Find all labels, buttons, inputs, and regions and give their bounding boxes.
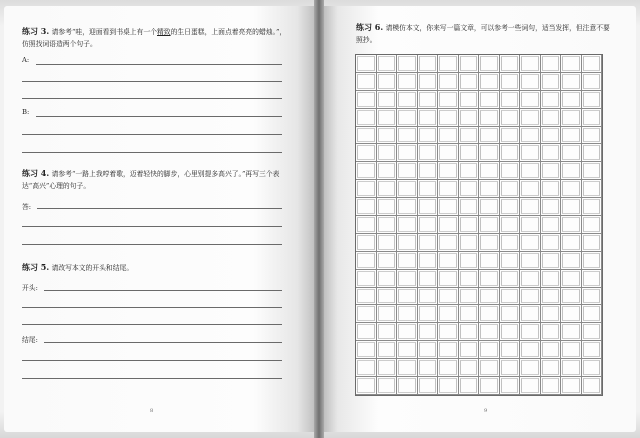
grid-cell[interactable] bbox=[500, 216, 521, 234]
grid-cell[interactable] bbox=[479, 55, 500, 73]
grid-cell[interactable] bbox=[561, 127, 582, 145]
grid-cell[interactable] bbox=[541, 359, 562, 377]
opening-line-3[interactable] bbox=[22, 324, 282, 325]
grid-cell[interactable] bbox=[479, 341, 500, 359]
exercise-3-text-after: 的生日蛋糕，上面点着亮亮的蜡烛。”，仿照找词语造两个句子。 bbox=[22, 28, 287, 48]
grid-cell[interactable] bbox=[438, 162, 459, 180]
ending-line-2[interactable] bbox=[22, 360, 282, 361]
grid-cell[interactable] bbox=[500, 73, 521, 91]
grid-cell[interactable] bbox=[377, 91, 398, 109]
exercise-5-prompt bbox=[22, 262, 284, 274]
grid-cell[interactable] bbox=[377, 216, 398, 234]
grid-cell[interactable] bbox=[541, 91, 562, 109]
grid-cell[interactable] bbox=[356, 144, 377, 162]
grid-cell[interactable] bbox=[438, 359, 459, 377]
grid-cell[interactable] bbox=[500, 91, 521, 109]
grid-cell[interactable] bbox=[377, 234, 398, 252]
grid-cell[interactable] bbox=[418, 109, 439, 127]
grid-cell[interactable] bbox=[582, 216, 603, 234]
grid-cell[interactable] bbox=[397, 305, 418, 323]
grid-cell[interactable] bbox=[582, 144, 603, 162]
grid-cell[interactable] bbox=[459, 252, 480, 270]
grid-cell[interactable] bbox=[582, 323, 603, 341]
exercise-3-text-before: 请参考“哇，迎面看到书桌上有一个 bbox=[51, 28, 157, 36]
grid-cell[interactable] bbox=[438, 323, 459, 341]
grid-cell[interactable] bbox=[377, 109, 398, 127]
grid-cell[interactable] bbox=[397, 180, 418, 198]
grid-cell[interactable] bbox=[459, 180, 480, 198]
grid-cell[interactable] bbox=[561, 73, 582, 91]
grid-cell[interactable] bbox=[561, 252, 582, 270]
grid-cell[interactable] bbox=[479, 359, 500, 377]
grid-cell[interactable] bbox=[377, 198, 398, 216]
exercise-3-label: 练习 3. bbox=[22, 26, 50, 36]
grid-cell[interactable] bbox=[520, 323, 541, 341]
grid-cell[interactable] bbox=[500, 144, 521, 162]
grid-cell[interactable] bbox=[397, 198, 418, 216]
grid-cell[interactable] bbox=[520, 127, 541, 145]
grid-cell[interactable] bbox=[377, 180, 398, 198]
grid-cell[interactable] bbox=[438, 270, 459, 288]
grid-cell[interactable] bbox=[561, 55, 582, 73]
grid-cell[interactable] bbox=[418, 127, 439, 145]
grid-cell[interactable] bbox=[356, 288, 377, 306]
grid-cell[interactable] bbox=[356, 234, 377, 252]
grid-cell[interactable] bbox=[397, 234, 418, 252]
grid-cell[interactable] bbox=[582, 91, 603, 109]
grid-cell[interactable] bbox=[541, 109, 562, 127]
grid-cell[interactable] bbox=[356, 127, 377, 145]
grid-cell[interactable] bbox=[418, 73, 439, 91]
grid-cell[interactable] bbox=[500, 288, 521, 306]
grid-cell[interactable] bbox=[582, 73, 603, 91]
grid-cell[interactable] bbox=[541, 234, 562, 252]
grid-cell[interactable] bbox=[541, 198, 562, 216]
grid-cell[interactable] bbox=[459, 341, 480, 359]
answer-a-line-3[interactable] bbox=[22, 98, 282, 99]
grid-cell[interactable] bbox=[582, 377, 603, 395]
grid-cell[interactable] bbox=[397, 127, 418, 145]
grid-cell[interactable] bbox=[356, 341, 377, 359]
grid-cell[interactable] bbox=[397, 359, 418, 377]
answer-b-line-1[interactable] bbox=[36, 116, 282, 117]
grid-cell[interactable] bbox=[377, 323, 398, 341]
grid-cell[interactable] bbox=[479, 270, 500, 288]
grid-cell[interactable] bbox=[459, 216, 480, 234]
grid-cell[interactable] bbox=[520, 252, 541, 270]
grid-cell[interactable] bbox=[377, 270, 398, 288]
grid-cell[interactable] bbox=[520, 341, 541, 359]
grid-cell[interactable] bbox=[356, 377, 377, 395]
grid-cell[interactable] bbox=[418, 288, 439, 306]
grid-cell[interactable] bbox=[438, 198, 459, 216]
grid-cell[interactable] bbox=[561, 144, 582, 162]
grid-cell[interactable] bbox=[459, 127, 480, 145]
ending-line-1[interactable] bbox=[44, 342, 282, 343]
grid-cell[interactable] bbox=[377, 341, 398, 359]
right-page-number: 9 bbox=[484, 408, 488, 414]
grid-cell[interactable] bbox=[459, 377, 480, 395]
exercise-6-text: 请模仿本文，你来写一篇文章，可以参考一些词句，适当发挥，但注意不要照抄。 bbox=[356, 24, 610, 44]
grid-cell[interactable] bbox=[541, 144, 562, 162]
grid-cell[interactable] bbox=[541, 270, 562, 288]
grid-cell[interactable] bbox=[582, 252, 603, 270]
grid-cell[interactable] bbox=[520, 180, 541, 198]
grid-cell[interactable] bbox=[438, 73, 459, 91]
grid-cell[interactable] bbox=[418, 323, 439, 341]
grid-cell[interactable] bbox=[520, 234, 541, 252]
answer-a-line-2[interactable] bbox=[22, 81, 282, 82]
grid-cell[interactable] bbox=[500, 377, 521, 395]
ending-label: 结尾: bbox=[22, 336, 38, 344]
grid-cell[interactable] bbox=[582, 198, 603, 216]
grid-cell[interactable] bbox=[561, 305, 582, 323]
grid-cell[interactable] bbox=[561, 323, 582, 341]
grid-cell[interactable] bbox=[397, 270, 418, 288]
grid-cell[interactable] bbox=[582, 234, 603, 252]
grid-cell[interactable] bbox=[377, 73, 398, 91]
grid-cell[interactable] bbox=[459, 305, 480, 323]
grid-cell[interactable] bbox=[500, 180, 521, 198]
exercise-6-label: 练习 6. bbox=[356, 22, 384, 32]
grid-cell[interactable] bbox=[459, 288, 480, 306]
grid-cell[interactable] bbox=[520, 198, 541, 216]
grid-cell[interactable] bbox=[582, 109, 603, 127]
grid-cell[interactable] bbox=[479, 377, 500, 395]
grid-cell[interactable] bbox=[541, 252, 562, 270]
grid-cell[interactable] bbox=[459, 91, 480, 109]
grid-cell[interactable] bbox=[520, 359, 541, 377]
grid-cell[interactable] bbox=[479, 198, 500, 216]
grid-cell[interactable] bbox=[418, 144, 439, 162]
grid-cell[interactable] bbox=[561, 91, 582, 109]
exercise-5-text: 请改写本文的开头和结尾。 bbox=[51, 264, 134, 272]
grid-cell[interactable] bbox=[459, 270, 480, 288]
grid-cell[interactable] bbox=[438, 109, 459, 127]
answer-a-label: A: bbox=[22, 56, 30, 64]
grid-cell[interactable] bbox=[459, 359, 480, 377]
answer-b-line-2[interactable] bbox=[22, 134, 282, 135]
grid-cell[interactable] bbox=[520, 73, 541, 91]
exercise-4-prompt bbox=[22, 168, 284, 192]
grid-cell[interactable] bbox=[438, 341, 459, 359]
grid-cell[interactable] bbox=[459, 109, 480, 127]
grid-cell[interactable] bbox=[438, 216, 459, 234]
exercise-4-line-3[interactable] bbox=[22, 244, 282, 245]
grid-cell[interactable] bbox=[459, 234, 480, 252]
grid-cell[interactable] bbox=[479, 252, 500, 270]
grid-cell[interactable] bbox=[418, 234, 439, 252]
grid-cell[interactable] bbox=[500, 55, 521, 73]
grid-cell[interactable] bbox=[418, 341, 439, 359]
grid-cell[interactable] bbox=[520, 216, 541, 234]
grid-cell[interactable] bbox=[520, 91, 541, 109]
grid-cell[interactable] bbox=[561, 270, 582, 288]
grid-cell[interactable] bbox=[438, 91, 459, 109]
grid-cell[interactable] bbox=[479, 109, 500, 127]
grid-cell[interactable] bbox=[438, 127, 459, 145]
grid-cell[interactable] bbox=[479, 144, 500, 162]
grid-cell[interactable] bbox=[356, 305, 377, 323]
grid-cell[interactable] bbox=[500, 252, 521, 270]
grid-cell[interactable] bbox=[438, 234, 459, 252]
grid-cell[interactable] bbox=[479, 127, 500, 145]
exercise-4-line-2[interactable] bbox=[22, 226, 282, 227]
grid-cell[interactable] bbox=[479, 91, 500, 109]
grid-cell[interactable] bbox=[500, 359, 521, 377]
grid-cell[interactable] bbox=[520, 109, 541, 127]
grid-cell[interactable] bbox=[356, 91, 377, 109]
grid-cell[interactable] bbox=[500, 270, 521, 288]
grid-cell[interactable] bbox=[541, 288, 562, 306]
grid-cell[interactable] bbox=[418, 270, 439, 288]
grid-cell[interactable] bbox=[582, 55, 603, 73]
grid-cell[interactable] bbox=[541, 341, 562, 359]
grid-cell[interactable] bbox=[356, 198, 377, 216]
ending-line-3[interactable] bbox=[22, 378, 282, 379]
grid-cell[interactable] bbox=[500, 198, 521, 216]
writing-grid[interactable] bbox=[355, 54, 603, 396]
grid-cell[interactable] bbox=[418, 305, 439, 323]
grid-cell[interactable] bbox=[438, 305, 459, 323]
grid-cell[interactable] bbox=[438, 144, 459, 162]
grid-cell[interactable] bbox=[397, 73, 418, 91]
grid-cell[interactable] bbox=[377, 288, 398, 306]
grid-cell[interactable] bbox=[418, 55, 439, 73]
grid-cell[interactable] bbox=[418, 180, 439, 198]
grid-cell[interactable] bbox=[356, 109, 377, 127]
grid-cell[interactable] bbox=[356, 216, 377, 234]
grid-cell[interactable] bbox=[500, 305, 521, 323]
grid-cell[interactable] bbox=[500, 109, 521, 127]
grid-cell[interactable] bbox=[356, 323, 377, 341]
grid-cell[interactable] bbox=[459, 144, 480, 162]
grid-cell[interactable] bbox=[520, 377, 541, 395]
grid-cell[interactable] bbox=[397, 288, 418, 306]
grid-cell[interactable] bbox=[520, 55, 541, 73]
exercise-3-text-underlined: 精致 bbox=[157, 28, 171, 36]
grid-cell[interactable] bbox=[582, 288, 603, 306]
grid-cell[interactable] bbox=[479, 73, 500, 91]
grid-cell[interactable] bbox=[418, 252, 439, 270]
grid-cell[interactable] bbox=[418, 198, 439, 216]
grid-cell[interactable] bbox=[520, 144, 541, 162]
grid-cell[interactable] bbox=[479, 216, 500, 234]
grid-cell[interactable] bbox=[377, 377, 398, 395]
grid-cell[interactable] bbox=[418, 216, 439, 234]
grid-cell[interactable] bbox=[479, 180, 500, 198]
grid-cell[interactable] bbox=[500, 323, 521, 341]
grid-cell[interactable] bbox=[356, 180, 377, 198]
grid-cell[interactable] bbox=[356, 359, 377, 377]
grid-cell[interactable] bbox=[520, 288, 541, 306]
grid-cell[interactable] bbox=[377, 359, 398, 377]
grid-cell[interactable] bbox=[479, 234, 500, 252]
grid-cell[interactable] bbox=[397, 341, 418, 359]
grid-cell[interactable] bbox=[356, 252, 377, 270]
grid-cell[interactable] bbox=[418, 162, 439, 180]
answer-a-line-1[interactable] bbox=[36, 64, 282, 65]
grid-cell[interactable] bbox=[397, 377, 418, 395]
grid-cell[interactable] bbox=[541, 180, 562, 198]
grid-cell[interactable] bbox=[418, 377, 439, 395]
grid-cell[interactable] bbox=[397, 55, 418, 73]
grid-cell[interactable] bbox=[459, 73, 480, 91]
grid-cell[interactable] bbox=[561, 216, 582, 234]
exercise-6-prompt bbox=[356, 22, 614, 46]
grid-cell[interactable] bbox=[561, 198, 582, 216]
grid-cell[interactable] bbox=[479, 323, 500, 341]
grid-cell[interactable] bbox=[377, 55, 398, 73]
grid-cell[interactable] bbox=[356, 55, 377, 73]
grid-cell[interactable] bbox=[397, 323, 418, 341]
exercise-4-text: 请参考“一路上我哼着歌，迈着轻快的脚步，心里别提多高兴了。”再写三个表达“高兴”心理的句子。 bbox=[22, 170, 280, 190]
grid-cell[interactable] bbox=[459, 198, 480, 216]
grid-cell[interactable] bbox=[356, 73, 377, 91]
grid-cell[interactable] bbox=[500, 127, 521, 145]
grid-cell[interactable] bbox=[377, 144, 398, 162]
grid-cell[interactable] bbox=[397, 91, 418, 109]
grid-cell[interactable] bbox=[561, 234, 582, 252]
grid-cell[interactable] bbox=[459, 323, 480, 341]
grid-cell[interactable] bbox=[520, 305, 541, 323]
grid-cell[interactable] bbox=[397, 216, 418, 234]
grid-cell[interactable] bbox=[479, 305, 500, 323]
grid-cell[interactable] bbox=[561, 341, 582, 359]
grid-cell[interactable] bbox=[561, 377, 582, 395]
grid-cell[interactable] bbox=[356, 162, 377, 180]
grid-cell[interactable] bbox=[541, 216, 562, 234]
grid-cell[interactable] bbox=[377, 162, 398, 180]
grid-cell[interactable] bbox=[541, 377, 562, 395]
grid-cell[interactable] bbox=[397, 144, 418, 162]
grid-cell[interactable] bbox=[438, 180, 459, 198]
grid-cell[interactable] bbox=[582, 359, 603, 377]
grid-cell[interactable] bbox=[561, 109, 582, 127]
grid-cell[interactable] bbox=[541, 162, 562, 180]
grid-cell[interactable] bbox=[377, 127, 398, 145]
grid-cell[interactable] bbox=[500, 234, 521, 252]
grid-cell[interactable] bbox=[582, 270, 603, 288]
exercise-4-label: 练习 4. bbox=[22, 168, 50, 178]
exercise-4-line-1[interactable] bbox=[37, 208, 282, 209]
grid-cell[interactable] bbox=[541, 73, 562, 91]
grid-cell[interactable] bbox=[582, 127, 603, 145]
grid-cell[interactable] bbox=[459, 55, 480, 73]
grid-cell[interactable] bbox=[520, 270, 541, 288]
grid-cell[interactable] bbox=[561, 359, 582, 377]
exercise-5-label: 练习 5. bbox=[22, 262, 50, 272]
answer-b-label: B: bbox=[22, 108, 30, 116]
grid-cell[interactable] bbox=[582, 180, 603, 198]
grid-cell[interactable] bbox=[377, 305, 398, 323]
left-page-number: 8 bbox=[150, 408, 154, 414]
grid-cell[interactable] bbox=[479, 162, 500, 180]
grid-cell[interactable] bbox=[438, 252, 459, 270]
opening-line-1[interactable] bbox=[44, 290, 282, 291]
grid-cell[interactable] bbox=[582, 305, 603, 323]
answer-b-line-3[interactable] bbox=[22, 152, 282, 153]
grid-cell[interactable] bbox=[561, 288, 582, 306]
grid-cell[interactable] bbox=[541, 55, 562, 73]
grid-cell[interactable] bbox=[377, 252, 398, 270]
grid-cell[interactable] bbox=[541, 127, 562, 145]
grid-cell[interactable] bbox=[561, 180, 582, 198]
grid-cell[interactable] bbox=[438, 288, 459, 306]
grid-cell[interactable] bbox=[582, 162, 603, 180]
grid-cell[interactable] bbox=[520, 162, 541, 180]
grid-cell[interactable] bbox=[438, 55, 459, 73]
grid-cell[interactable] bbox=[541, 305, 562, 323]
grid-cell[interactable] bbox=[459, 162, 480, 180]
grid-cell[interactable] bbox=[500, 341, 521, 359]
exercise-3-prompt bbox=[22, 26, 290, 50]
opening-line-2[interactable] bbox=[22, 307, 282, 308]
grid-cell[interactable] bbox=[397, 162, 418, 180]
grid-cell[interactable] bbox=[561, 162, 582, 180]
grid-cell[interactable] bbox=[438, 377, 459, 395]
grid-cell[interactable] bbox=[500, 162, 521, 180]
opening-label: 开头: bbox=[22, 284, 38, 292]
grid-cell[interactable] bbox=[582, 341, 603, 359]
exercise-4-answer-label: 答: bbox=[22, 203, 32, 211]
grid-cell[interactable] bbox=[541, 323, 562, 341]
book-spine bbox=[314, 0, 324, 438]
left-page bbox=[4, 6, 316, 432]
grid-cell[interactable] bbox=[397, 252, 418, 270]
grid-cell[interactable] bbox=[479, 288, 500, 306]
grid-cell[interactable] bbox=[418, 359, 439, 377]
grid-cell[interactable] bbox=[397, 109, 418, 127]
grid-cell[interactable] bbox=[356, 270, 377, 288]
grid-cell[interactable] bbox=[418, 91, 439, 109]
